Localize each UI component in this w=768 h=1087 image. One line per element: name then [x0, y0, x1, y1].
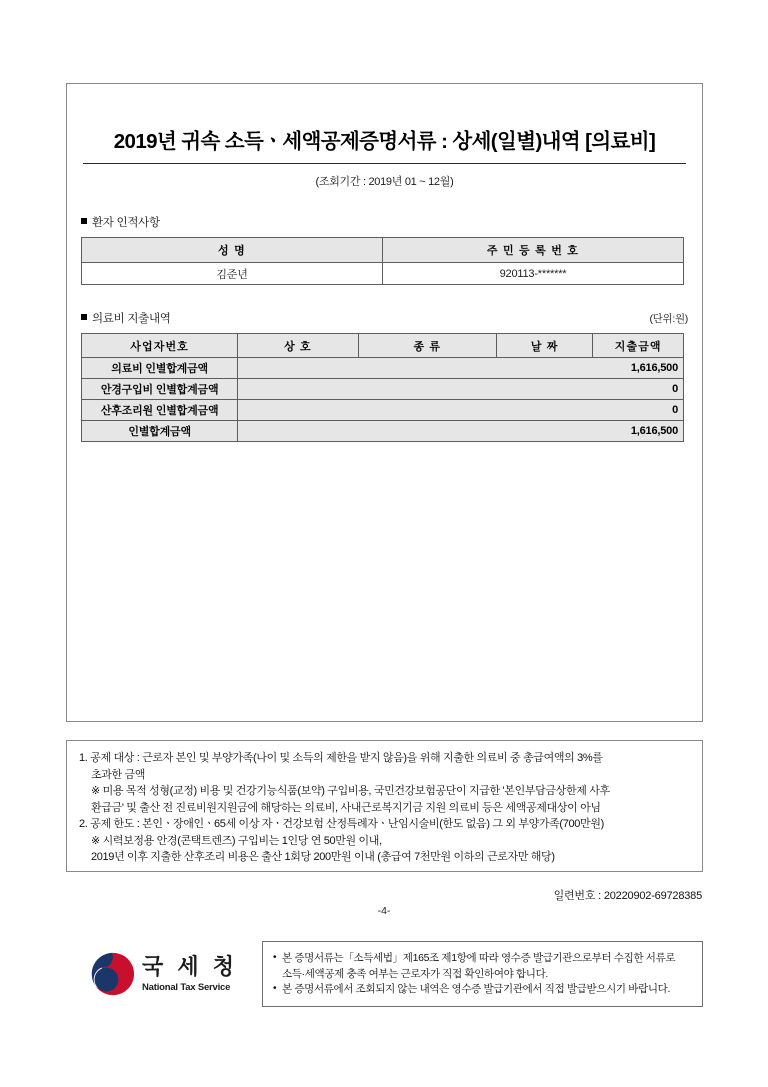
column-header-type: 종 류 [358, 334, 496, 358]
expense-section-label: 의료비 지출내역 [92, 313, 171, 325]
table-row [82, 421, 684, 442]
patient-section-label: 환자 인적사항 [92, 217, 160, 229]
title-divider [83, 163, 686, 164]
footnote-box [66, 740, 703, 872]
nts-logo-text [142, 953, 238, 993]
page-subtitle: (조회기간 : 2019년 01 ~ 12월) [315, 176, 454, 188]
bullet-square-icon [81, 314, 87, 320]
bullet-square-icon [81, 218, 87, 224]
footnote-line: 2019년 이후 지출한 산후조리 비용은 출산 1회당 200만원 이내 (총급여 7천만원 이하의 근로자만 해당) [91, 851, 555, 863]
disclaimer-line: 소득·세액공제 충족 여부는 근로자가 직접 확인하여야 합니다. [282, 967, 548, 980]
cell-patient-ssn: 920113-******* [383, 263, 684, 285]
currency-unit-note: (단위:원) [649, 312, 688, 325]
summary-label-total: 인별합계금액 [82, 421, 238, 442]
table-row [82, 358, 684, 379]
disclaimer-box [262, 941, 703, 1007]
table-row [82, 379, 684, 400]
footnote-line: 초과한 금액 [91, 768, 146, 781]
column-header-ssn: 주 민 등 록 번 호 [383, 238, 684, 263]
table-row [82, 263, 684, 285]
page-title: 2019년 귀속 소득ㆍ세액공제증명서류 : 상세(일별)내역 [의료비] [113, 130, 656, 153]
footnote-line: ※ 시력보정용 안경(콘택트렌즈) 구입비는 1인당 연 50만원 이내, [91, 834, 382, 847]
footnote-line: 1. 공제 대상 : 근로자 본인 및 부양가족(나이 및 소득의 제한을 받지 않음)을 위해 지출한 의료비 중 총급여액의 3%를 [79, 752, 603, 764]
expense-table [81, 333, 684, 442]
table-header-row [82, 334, 684, 358]
summary-amount-postpartum: 0 [238, 400, 684, 421]
column-header-date: 날 짜 [496, 334, 593, 358]
page-number: -4- [377, 905, 391, 917]
disclaimer-line: • 본 증명서류에서 조회되지 않는 내역은 영수증 발급기관에서 직접 발급받으시기 바랍니다. [273, 982, 692, 998]
patient-table [81, 237, 684, 285]
summary-amount-glasses: 0 [238, 379, 684, 400]
column-header-store-name: 상 호 [238, 334, 358, 358]
column-header-business-number: 사업자번호 [82, 334, 238, 358]
footnote-line: 환급금' 및 출산 전 진료비원지원금에 해당하는 의료비, 사내근로복지기금 지원 의료비 등은 세액공제대상이 아님 [91, 801, 601, 814]
document-footer [66, 936, 703, 1012]
table-header-row [82, 238, 684, 263]
summary-label-postpartum: 산후조리원 인별합계금액 [82, 400, 238, 421]
patient-section-heading [81, 214, 688, 230]
nts-logo-english: National Tax Service [142, 981, 231, 993]
disclaimer-list [273, 951, 692, 998]
table-row [82, 400, 684, 421]
footnote-line: ※ 미용 목적 성형(교정) 비용 및 건강기능식품(보약) 구입비용, 국민건강보험공단이 지급한 '본인부담금상한제 사후 [91, 785, 610, 797]
summary-amount-medical: 1,616,500 [238, 358, 684, 379]
serial-number: 일련번호 : 20220902-69728385 [553, 890, 702, 902]
cell-patient-name: 김준년 [82, 263, 383, 285]
document-content-box [66, 83, 703, 722]
summary-label-medical: 의료비 인별합계금액 [82, 358, 238, 379]
summary-amount-total: 1,616,500 [238, 421, 684, 442]
footnote-line: 2. 공제 한도 : 본인ㆍ장애인ㆍ65세 이상 자ㆍ건강보험 산정특례자ㆍ난임시술비(한도 없음) 그 외 부양가족(700만원) [79, 818, 604, 830]
footnote-list [79, 750, 690, 866]
nts-logo-korean: 국 세 청 [142, 953, 238, 979]
column-header-amount: 지출금액 [593, 334, 684, 358]
nts-logo [66, 936, 262, 1012]
nts-taegeuk-logo-icon [89, 951, 135, 997]
column-header-name: 성 명 [82, 238, 383, 263]
expense-section-heading [81, 310, 688, 326]
disclaimer-line: • 본 증명서류는「소득세법」제165조 제1항에 따라 영수증 발급기관으로부터 수집한 서류로 [273, 951, 692, 967]
summary-label-glasses: 안경구입비 인별합계금액 [82, 379, 238, 400]
title-block [81, 84, 688, 189]
